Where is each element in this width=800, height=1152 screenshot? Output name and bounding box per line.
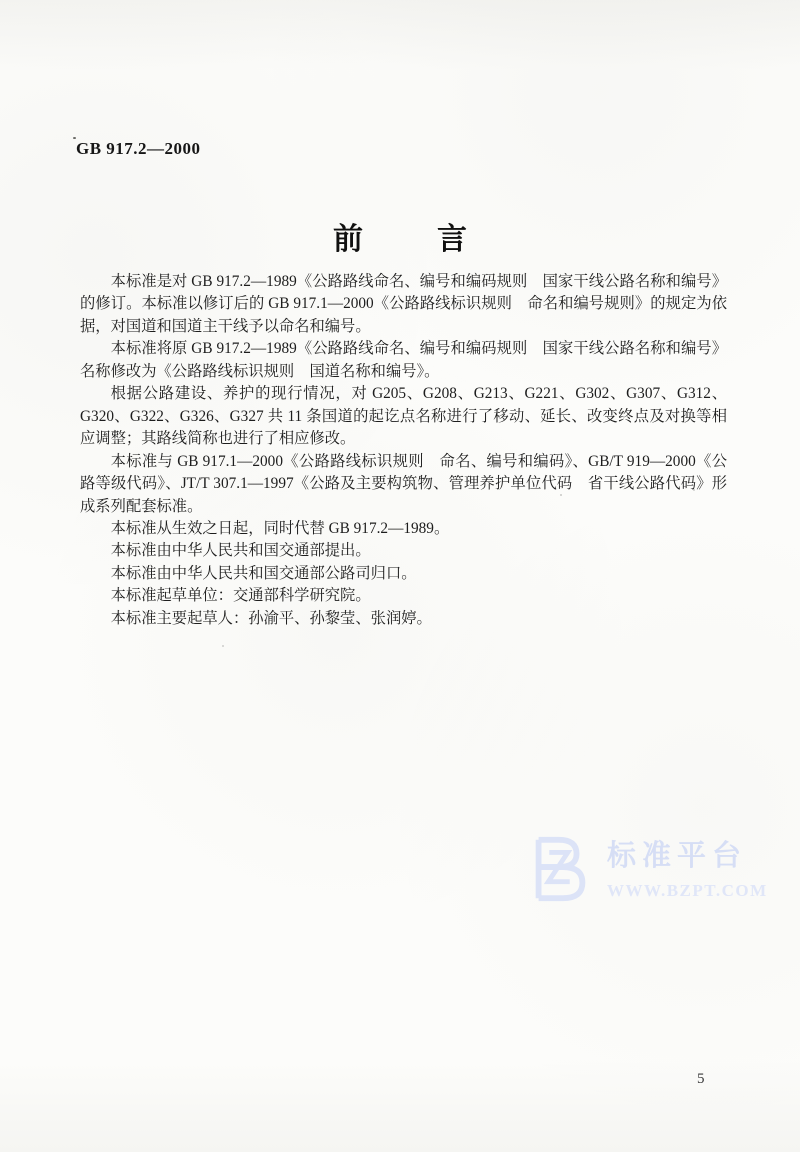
foreword-paragraph: 本标准由中华人民共和国交通部公路司归口。 (110, 564, 417, 582)
foreword-paragraph: 本标准与 GB 917.1—2000《公路路线标识规则 命名、编号和编码》、GB/T 919—2000《公路等级代码》、JT/T 307.1—1997《公路及主要构筑物、管理养护单位代码 省干线公路代码》形成系列配套标准。 (80, 452, 727, 515)
page-title-char-2: 言 (437, 223, 467, 256)
page-number: 5 (697, 1071, 705, 1087)
standard-code: GB 917.2—2000 (76, 139, 201, 158)
watermark-site-url: WWW.BZPT.COM (607, 881, 768, 900)
logo-b-bottom-bowl (539, 867, 583, 898)
watermark-site-name: 标准平台 (607, 840, 748, 872)
foreword-body (80, 271, 727, 630)
page-title-char-1: 前 (333, 223, 363, 256)
foreword-paragraph: 根据公路建设、养护的现行情况，对 G205、G208、G213、G221、G302、G307、G312、G320、G322、G326、G327 共 11 条国道的起讫点名称进行了移动、延长、改变终点及对换等相应调整；其路线简称也进行了相应修改。 (80, 385, 727, 448)
foreword-paragraph: 本标准起草单位：交通部科学研究院。 (110, 587, 371, 605)
foreword-paragraph: 本标准从生效之日起，同时代替 GB 917.2—1989。 (110, 519, 450, 537)
page-title (0, 214, 800, 258)
logo-z-stroke (548, 852, 569, 881)
foreword-paragraph: 本标准是对 GB 917.2—1989《公路路线命名、编号和编码规则 国家干线公路名称和编号》的修订。本标准以修订后的 GB 917.1—2000《公路路线标识规则 命名和编号规则》的规定为依据，对国道和国道主干线予以命名和编号。 (80, 273, 727, 335)
foreword-paragraph: 本标准主要起草人：孙渝平、孙黎莹、张润婷。 (110, 609, 432, 627)
scan-speck (222, 645, 224, 647)
watermark-text (607, 828, 768, 901)
bz-logo-icon (523, 832, 597, 906)
logo-b-top-bowl (539, 840, 577, 867)
watermark (523, 828, 768, 906)
foreword-paragraph: 本标准将原 GB 917.2—1989《公路路线命名、编号和编码规则 国家干线公路名称和编号》名称修改为《公路路线标识规则 国道名称和编号》。 (80, 340, 727, 380)
foreword-paragraph: 本标准由中华人民共和国交通部提出。 (110, 542, 371, 560)
